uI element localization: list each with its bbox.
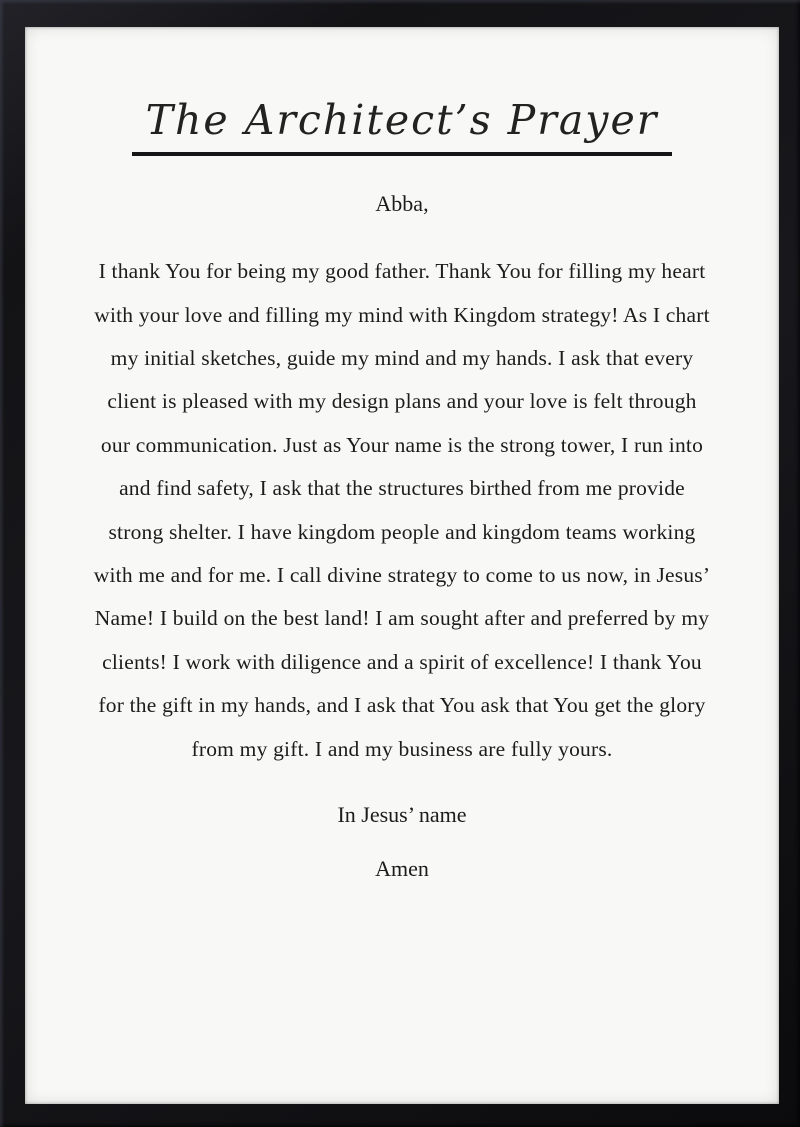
page-title: The Architect’s Prayer <box>132 97 673 156</box>
prayer-line: I thank You for being my good father. Thank You for filling my heart <box>98 259 706 284</box>
prayer-line: our communication. Just as Your name is the strong tower, I run into <box>100 432 704 457</box>
prayer-line: from my gift. I and my business are fully yours. <box>191 736 613 761</box>
prayer-print <box>25 27 779 1104</box>
closing-line: In Jesus’ name <box>337 802 467 828</box>
title-wrap <box>25 97 779 156</box>
prayer-line: with your love and filling my mind with Kingdom strategy! As I chart <box>94 302 710 327</box>
prayer-line: for the gift in my hands, and I ask that You ask that You get the glory <box>98 693 706 718</box>
prayer-line: my initial sketches, guide my mind and my hands. I ask that every <box>110 345 694 370</box>
prayer-line: strong shelter. I have kingdom people and kingdom teams working <box>108 519 696 544</box>
prayer-line: clients! I work with diligence and a spirit of excellence! I thank You <box>102 649 702 674</box>
prayer-line: with me and for me. I call divine strategy to come to us now, in Jesus’ <box>93 562 711 587</box>
amen-line: Amen <box>375 856 429 882</box>
prayer-body <box>44 250 760 771</box>
prayer-line: client is pleased with my design plans and your love is felt through <box>107 389 697 414</box>
prayer-line: and find safety, I ask that the structures birthed from me provide <box>119 476 685 501</box>
salutation: Abba, <box>375 191 429 217</box>
prayer-line: Name! I build on the best land! I am sought after and preferred by my <box>94 606 710 631</box>
